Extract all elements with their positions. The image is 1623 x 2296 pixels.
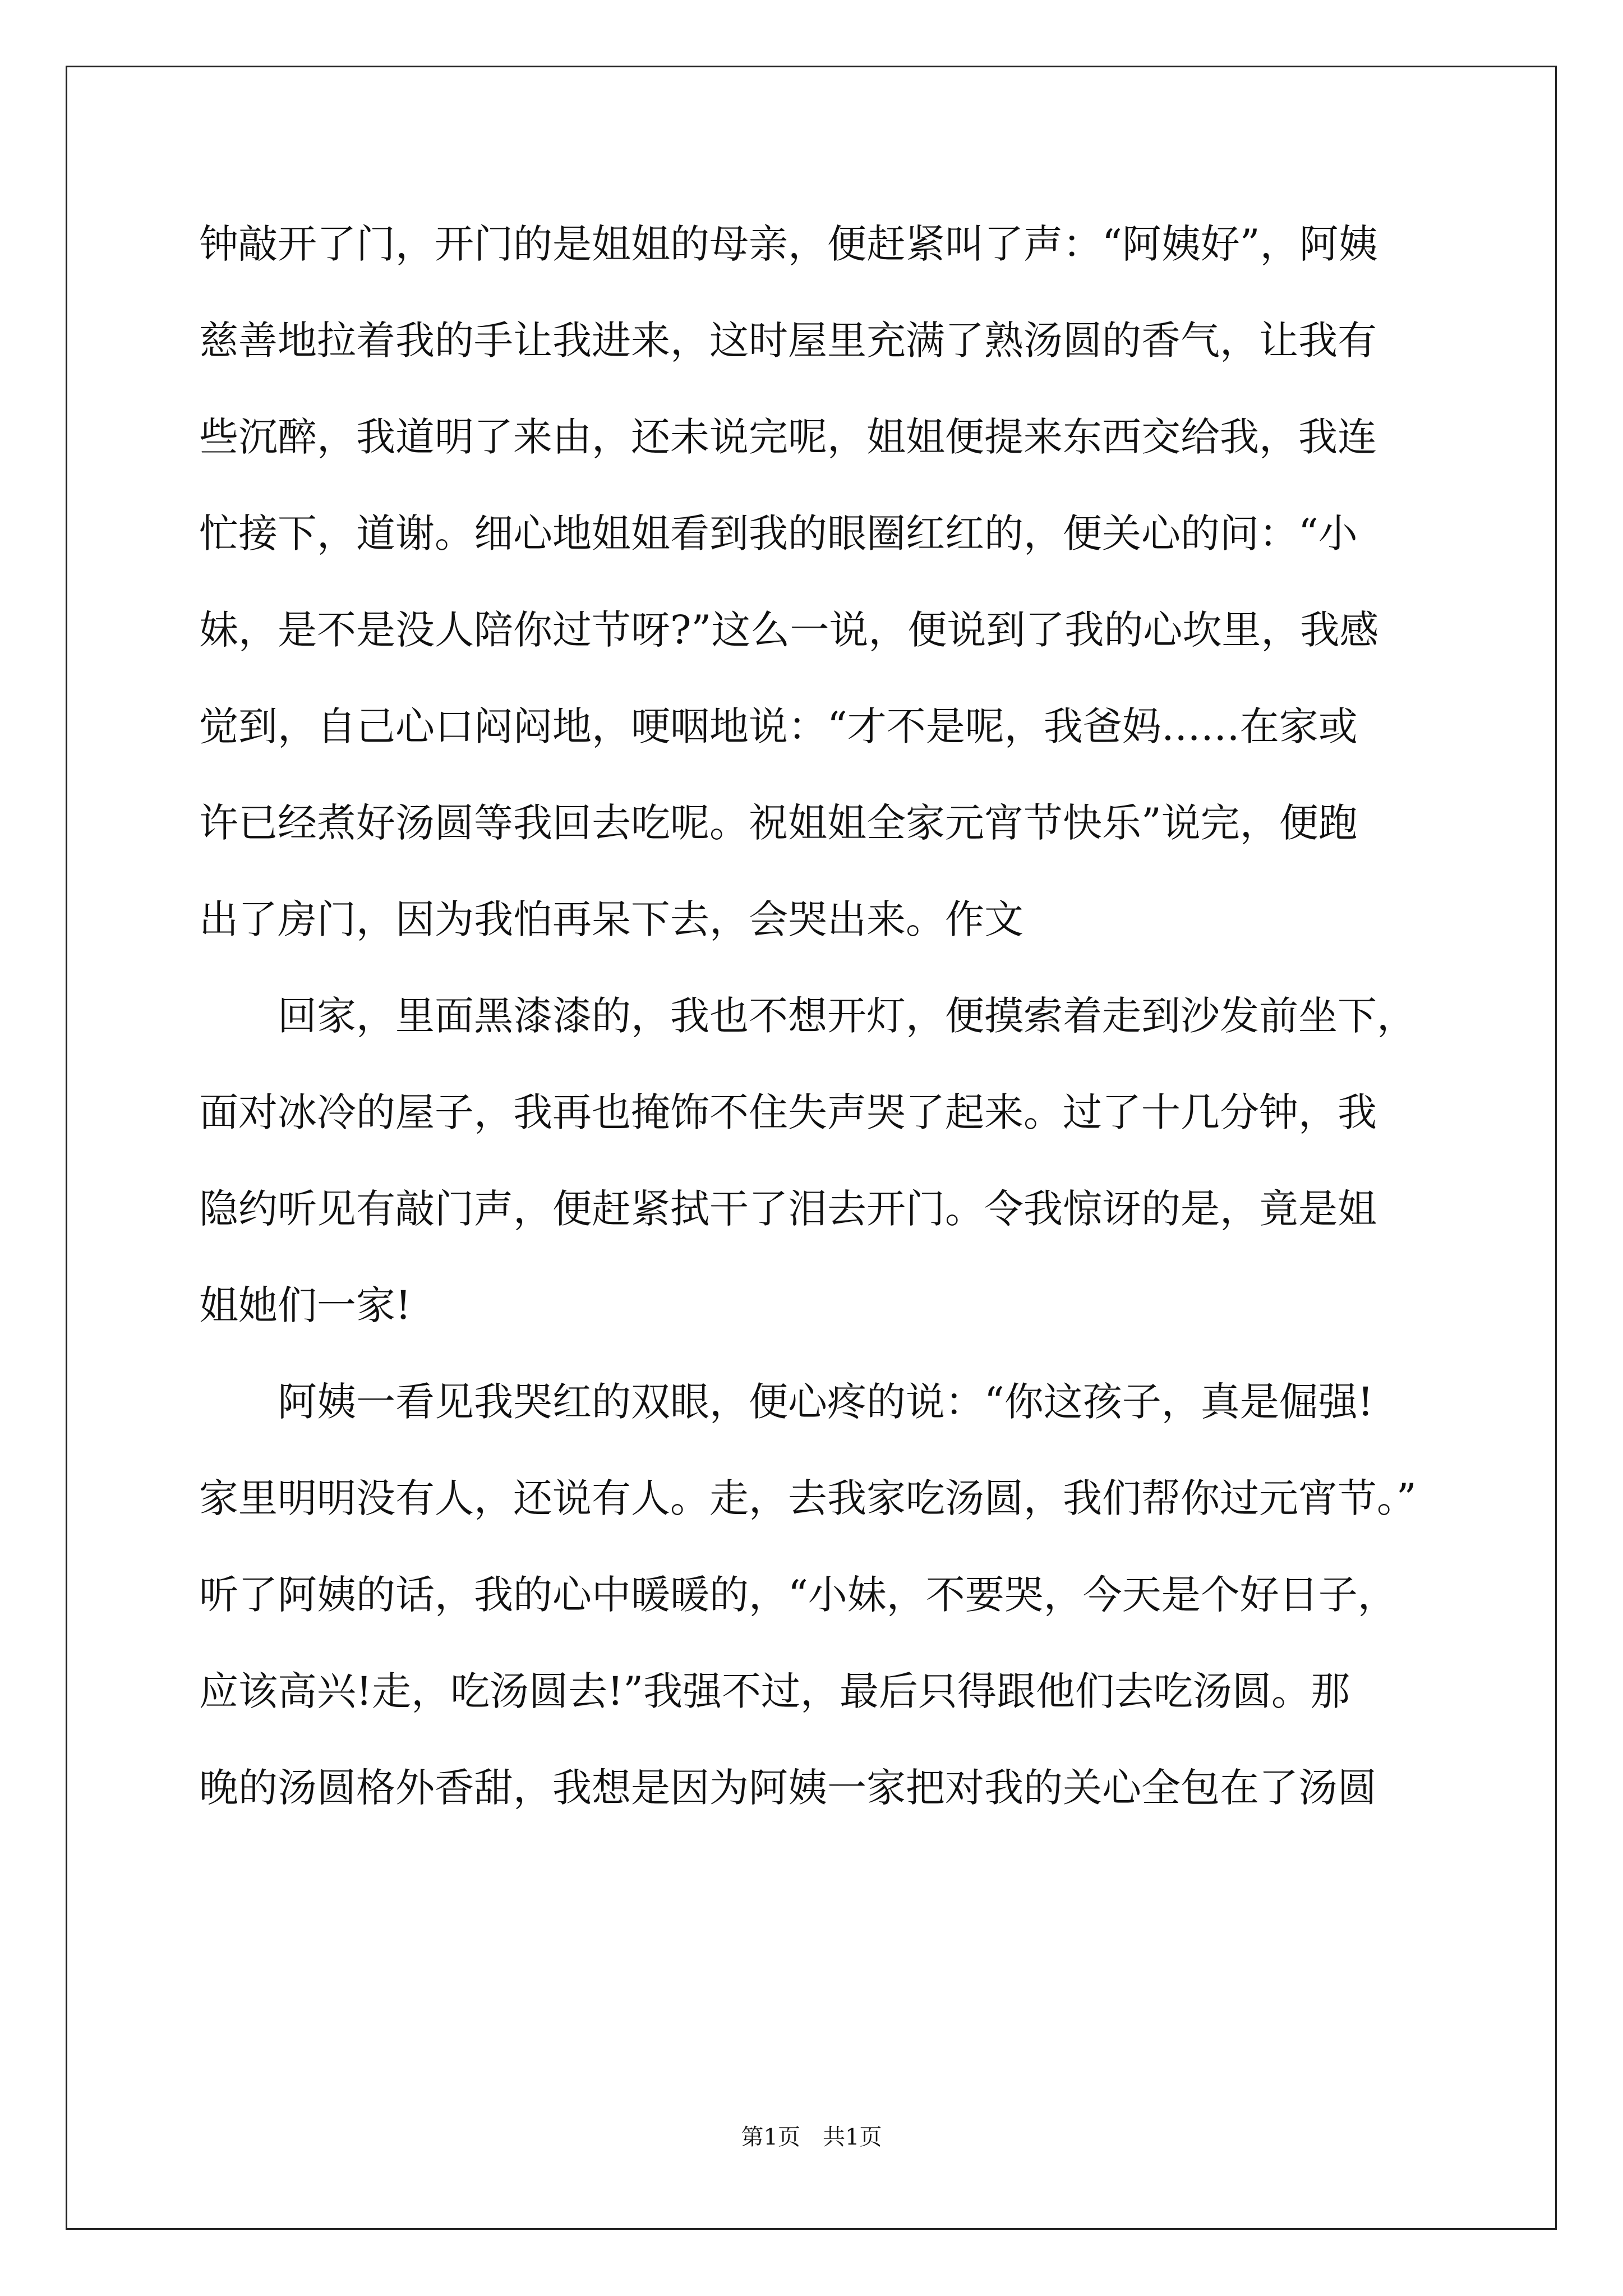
page-footer: 第1页 共1页 (741, 2124, 882, 2150)
text-line: 听了阿姨的话，我的心中暖暖的，“小妹，不要哭，今天是个好日子， (199, 1572, 1397, 1618)
text-line: 晚的汤圆格外香甜，我想是因为阿姨一家把对我的关心全包在了汤圆 (199, 1765, 1377, 1811)
text-line: 许已经煮好汤圆等我回去吃呢。祝姐姐全家元宵节快乐”说完，便跑 (199, 800, 1358, 846)
text-line: 忙接下，道谢。细心地姐姐看到我的眼圈红红的，便关心的问：“小 (199, 510, 1358, 556)
text-line: 应该高兴!走，吃汤圆去!”我强不过，最后只得跟他们去吃汤圆。那 (199, 1668, 1350, 1714)
text-line: 些沉醉，我道明了来由，还未说完呢，姐姐便提来东西交给我，我连 (199, 414, 1377, 460)
text-line: 面对冰冷的屋子，我再也掩饰不住失声哭了起来。过了十几分钟，我 (199, 1089, 1377, 1135)
text-line: 妹，是不是没人陪你过节呀?”这么一说，便说到了我的心坎里，我感 (199, 607, 1379, 653)
text-line: 钟敲开了门，开门的是姐姐的母亲，便赶紧叫了声：“阿姨好”，阿姨 (199, 221, 1378, 267)
text-line: 阿姨一看见我哭红的双眼，便心疼的说：“你这孩子，真是倔强! (199, 1379, 1373, 1425)
text-line: 觉到，自己心口闷闷地，哽咽地说：“才不是呢，我爸妈……在家或 (199, 703, 1358, 749)
text-line: 回家，里面黑漆漆的，我也不想开灯，便摸索着走到沙发前坐下， (199, 993, 1416, 1039)
text-line: 姐她们一家! (199, 1282, 412, 1328)
text-line: 家里明明没有人，还说有人。走，去我家吃汤圆，我们帮你过元宵节。” (199, 1475, 1417, 1521)
text-line: 出了房门，因为我怕再呆下去，会哭出来。作文 (199, 896, 1023, 942)
page-border (66, 66, 1557, 2230)
text-line: 隐约听见有敲门声，便赶紧拭干了泪去开门。令我惊讶的是，竟是姐 (199, 1186, 1377, 1232)
text-line: 慈善地拉着我的手让我进来，这时屋里充满了熟汤圆的香气，让我有 (199, 318, 1377, 364)
